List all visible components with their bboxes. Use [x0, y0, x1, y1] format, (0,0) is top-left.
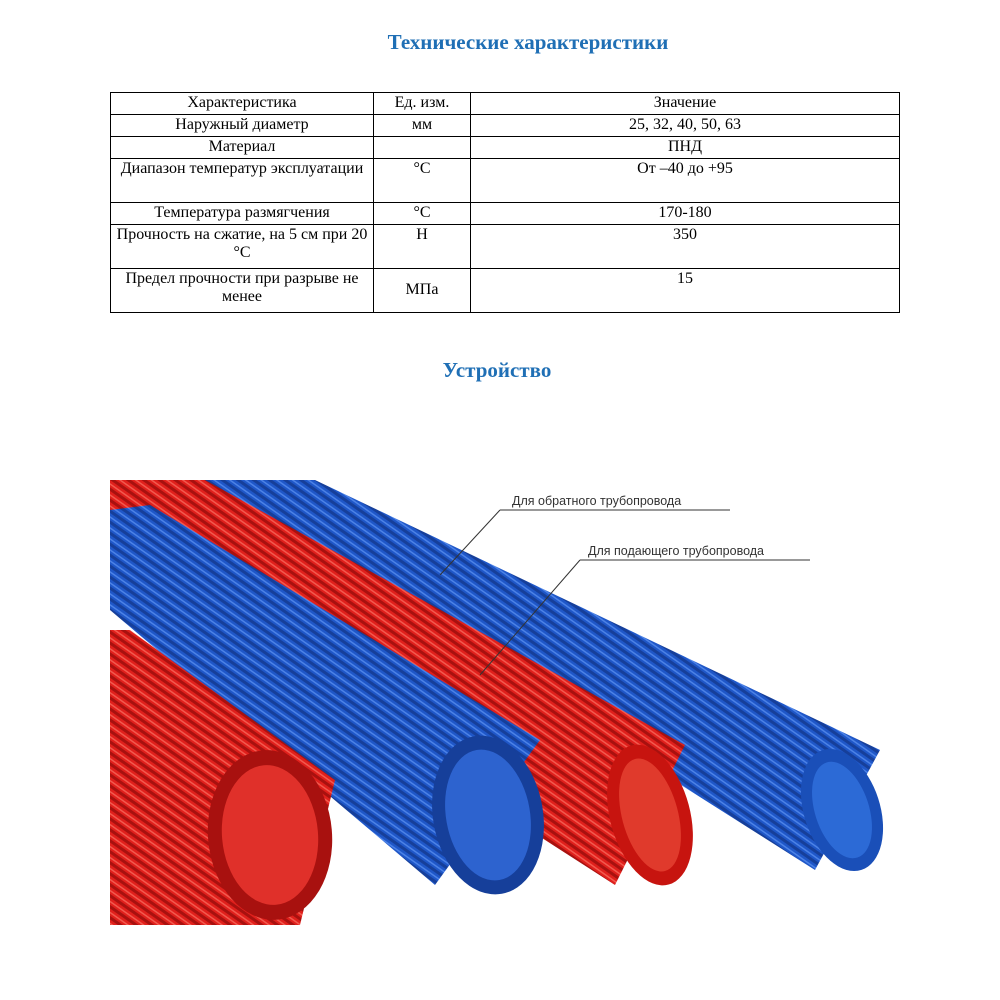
page-title: Технические характеристики: [387, 30, 669, 54]
row-name: Температура размягчения: [111, 203, 374, 225]
spec-table: [110, 92, 900, 313]
table-row: [111, 225, 900, 269]
column-header: Характеристика: [111, 93, 374, 115]
row-unit: °С: [374, 159, 471, 203]
row-value: 350: [471, 225, 900, 269]
row-name: Диапазон температур эксплуатации: [111, 159, 374, 203]
row-value: 15: [471, 269, 900, 313]
table-row: [111, 203, 900, 225]
table-row: [111, 137, 900, 159]
table-row: [111, 159, 900, 203]
row-value: 170-180: [471, 203, 900, 225]
row-value: От –40 до +95: [471, 159, 900, 203]
section-title: Устройство: [442, 358, 552, 382]
row-name: Прочность на сжатие, на 5 см при 20 °С: [111, 225, 374, 269]
label-supply-pipe: Для подающего трубопровода: [588, 544, 765, 558]
row-unit: мм: [374, 115, 471, 137]
column-header: Значение: [471, 93, 900, 115]
row-name: Предел прочности при разрыве не менее: [111, 269, 374, 313]
row-value: 25, 32, 40, 50, 63: [471, 115, 900, 137]
row-unit: [374, 137, 471, 159]
column-header: Ед. изм.: [374, 93, 471, 115]
table-row: [111, 115, 900, 137]
row-unit: Н: [374, 225, 471, 269]
row-value: ПНД: [471, 137, 900, 159]
row-name: Наружный диаметр: [111, 115, 374, 137]
row-name: Материал: [111, 137, 374, 159]
label-return-pipe: Для обратного трубопровода: [512, 494, 682, 508]
pipes-photo: [110, 480, 900, 925]
table-header-row: [111, 93, 900, 115]
table-row: [111, 269, 900, 313]
row-unit: МПа: [374, 269, 471, 313]
row-unit: °С: [374, 203, 471, 225]
